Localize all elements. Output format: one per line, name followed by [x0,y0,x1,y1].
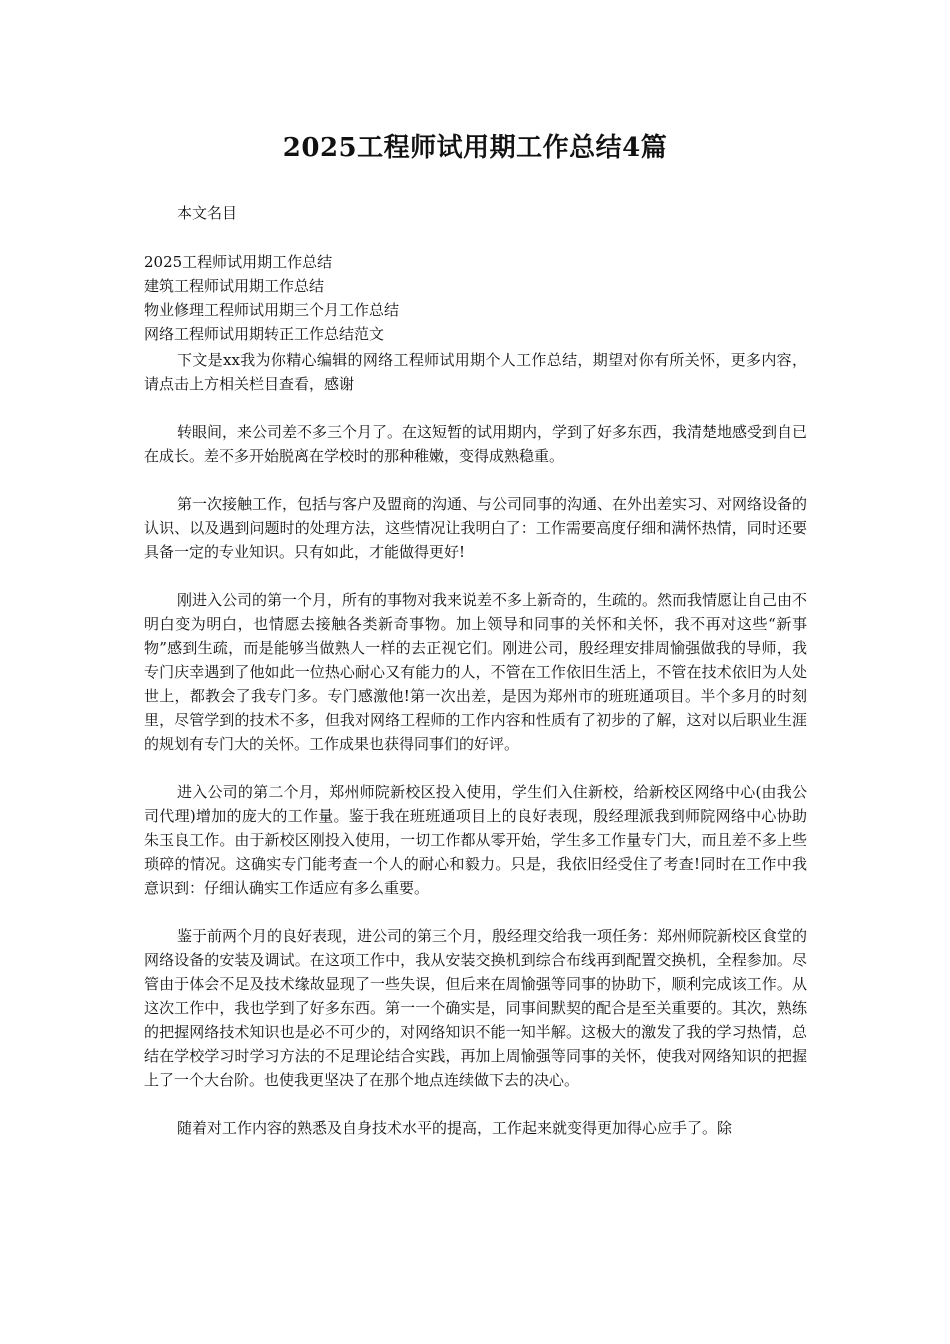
toc-item[interactable]: 建筑工程师试用期工作总结 [144,277,325,295]
document-body [144,348,807,1164]
toc-heading: 本文名目 [177,204,238,222]
body-paragraph: 刚进入公司的第一个月，所有的事物对我来说差不多上新奇的，生疏的。然而我情愿让自己由不明白变为明白，也情愿去接触各类新奇事物。加上领导和同事的关怀和关怀，我不再对这些“新事物”感到生疏，而是能够当做熟人一样的去正视它们。刚进公司，殷经理安排周愉强做我的导师，我专门庆幸遇到了他如此一位热心耐心又有能力的人，不管在工作依旧生活上，不管在技术依旧为人处世上，都教会了我专门多。专门感激他!第一次出差，是因为郑州市的班班通项目。半个多月的时刻里，尽管学到的技术不多，但我对网络工程师的工作内容和性质有了初步的了解，这对以后职业生涯的规划有专门大的关怀。工作成果也获得同事们的好评。 [144,591,808,753]
intro-paragraph: 下文是xx我为你精心编辑的网络工程师试用期个人工作总结，期望对你有所关怀，更多内容，请点击上方相关栏目查看，感谢 [144,351,807,393]
body-paragraph: 转眼间，来公司差不多三个月了。在这短暂的试用期内，学到了好多东西，我清楚地感受到自已在成长。差不多开始脱离在学校时的那种稚嫩，变得成熟稳重。 [144,423,808,465]
toc-item[interactable]: 物业修理工程师试用期三个月工作总结 [144,301,400,319]
table-of-contents [144,250,804,346]
body-paragraph: 鉴于前两个月的良好表现，进公司的第三个月，殷经理交给我一项任务：郑州师院新校区食堂的网络设备的安装及调试。在这项工作中，我从安装交换机到综合布线再到配置交换机，全程参加。尽管由于体会不足及技术缘故显现了一些失误，但后来在周愉强等同事的协助下，顺利完成该工作。从这次工作中，我也学到了好多东西。第一一个确实是，同事间默契的配合是至关重要的。其次，熟练的把握网络技术知识也是必不可少的，对网络知识不能一知半解。这极大的激发了我的学习热情，总结在学校学习时学习方法的不足理论结合实践，再加上周愉强等同事的关怀，使我对网络知识的把握上了一个大台阶。也使我更坚决了在那个地点连续做下去的决心。 [144,927,808,1089]
document-title: 2025工程师试用期工作总结4篇 [282,133,668,163]
toc-item[interactable]: 2025工程师试用期工作总结 [144,253,333,271]
body-paragraph: 第一次接触工作，包括与客户及盟商的沟通、与公司同事的沟通、在外出差实习、对网络设备的认识、以及遇到问题时的处理方法，这些情况让我明白了：工作需要高度仔细和满怀热情，同时还要具备一定的专业知识。只有如此，才能做得更好! [144,495,808,561]
body-paragraph: 进入公司的第二个月，郑州师院新校区投入使用，学生们入住新校，给新校区网络中心(由我公司代理)增加的庞大的工作量。鉴于我在班班通项目上的良好表现，殷经理派我到师院网络中心协助朱玉良工作。由于新校区刚投入使用，一切工作都从零开始，学生多工作量专门大，而且差不多上些琐碎的情况。这确实专门能考查一个人的耐心和毅力。只是，我依旧经受住了考查!同时在工作中我意识到：仔细认确实工作适应有多么重要。 [144,783,807,897]
toc-item[interactable]: 网络工程师试用期转正工作总结范文 [144,325,385,343]
body-paragraph: 随着对工作内容的熟悉及自身技术水平的提高，工作起来就变得更加得心应手了。除 [177,1119,733,1137]
